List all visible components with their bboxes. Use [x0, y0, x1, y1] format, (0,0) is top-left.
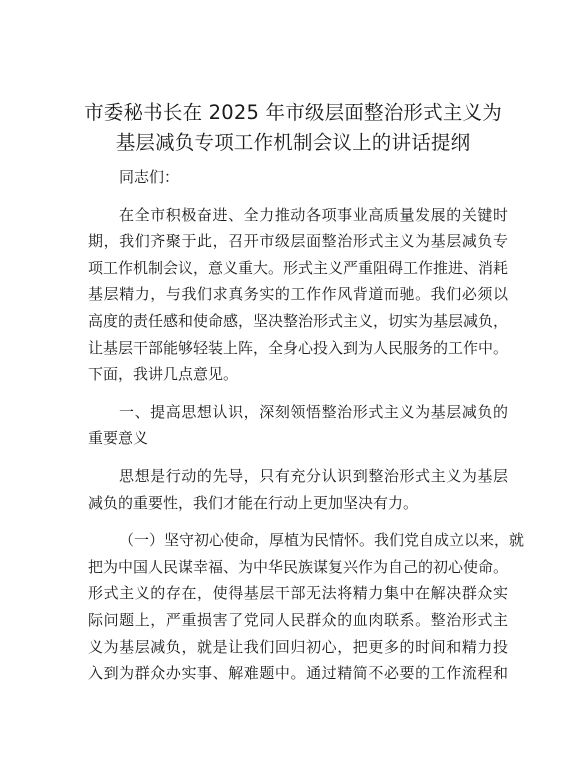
paragraph-line: 形式主义的存在，使得基层干部无法将精力集中在解决群众实: [88, 584, 508, 603]
paragraph-line: 期，我们齐聚于此，召开市级层面整治形式主义为基层减负专: [88, 232, 508, 251]
paragraph-line: 高度的责任感和使命感，坚决整治形式主义，切实为基层减负，: [88, 311, 509, 330]
paragraph-line: 基层精力，与我们求真务实的工作作风背道而驰。我们必须以: [88, 285, 508, 304]
document-body: [88, 164, 525, 698]
paragraph-line: 减负的重要性，我们才能在行动上更加坚决有力。: [88, 493, 419, 512]
paragraph-line: 思想是行动的先导，只有充分认识到整治形式主义为基层: [119, 466, 508, 485]
title-line-2: 基层减负专项工作机制会议上的讲话提纲: [115, 131, 471, 154]
section-heading-1: [88, 399, 508, 452]
paragraph-line: 项工作机制会议，意义重大。形式主义严重阻碍工作推进、消耗: [88, 258, 509, 277]
title-line-1: 市委秘书长在 2025 年市级层面整治形式主义为: [84, 101, 502, 124]
heading-line: 一、提高思想认识，深刻领悟整治形式主义为基层减负的: [119, 402, 508, 421]
paragraph-line: 让基层干部能够轻装上阵，全身心投入到为人民服务的工作中。: [88, 338, 509, 357]
paragraph-line: 把为中国人民谋幸福、为中华民族谋复兴作为自己的初心使命。: [88, 557, 509, 576]
salutation-text: 同志们：: [119, 168, 180, 186]
paragraph-line: 下面，我讲几点意见。: [88, 365, 239, 384]
paragraph-line: 际问题上，严重损害了党同人民群众的血肉联系。整治形式主: [88, 610, 508, 629]
document-title: [60, 98, 526, 158]
paragraph-opening: [88, 202, 508, 388]
salutation: [88, 164, 508, 191]
paragraph-line: 在全市积极奋进、全力推动各项事业高质量发展的关键时: [119, 205, 508, 224]
heading-line: 重要意义: [88, 429, 149, 448]
paragraph-line: 入到为群众办实事、解难题中。通过精简不必要的工作流程和: [88, 664, 508, 683]
paragraph-point-1: [88, 527, 525, 687]
paragraph-line: （一）坚守初心使命，厚植为民情怀。我们党自成立以来，就: [119, 531, 525, 550]
paragraph-intro: [88, 463, 508, 516]
paragraph-line: 义为基层减负，就是让我们回归初心，把更多的时间和精力投: [88, 637, 508, 656]
